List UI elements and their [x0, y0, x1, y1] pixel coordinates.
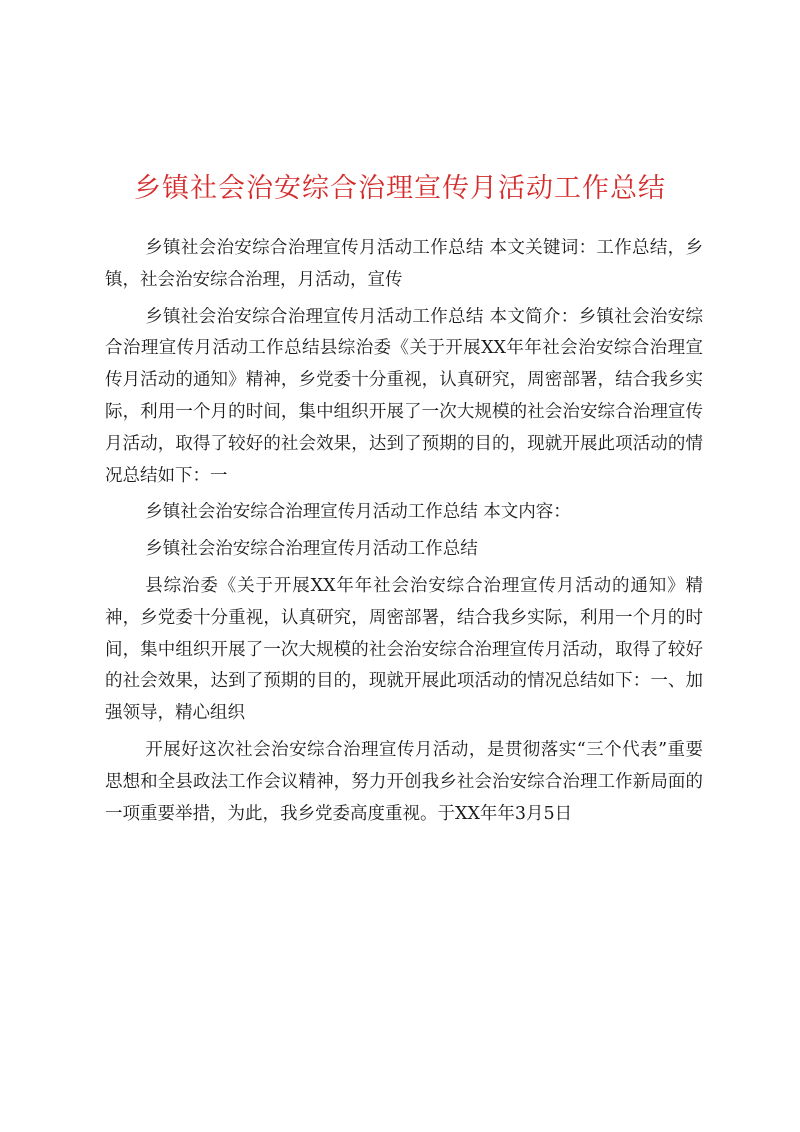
paragraph-subtitle: 乡镇社会治安综合治理宣传月活动工作总结 [145, 539, 478, 560]
document-body [105, 233, 703, 835]
paragraph-body-2: 开展好这次社会治安综合治理宣传月活动，是贯彻落实“三个代表”重要思想和全县政法工作会议精神，努力开创我乡社会治安综合治理工作新局面的一项重要举措，为此，我乡党委高度重视。于XX年年3月5日 [105, 739, 703, 824]
document-title: 乡镇社会治安综合治理宣传月活动工作总结 [134, 173, 666, 204]
paragraph-summary: 乡镇社会治安综合治理宣传月活动工作总结 本文简介：乡镇社会治安综合治理宣传月活动工作总结县综治委《关于开展XX年年社会治安综合治理宣传月活动的通知》精神，乡党委十分重视，认真研究，周密部署，结合我乡实际，利用一个月的时间，集中组织开展了一次大规模的社会治安综合治理宣传月活动，取得了较好的社会效果，达到了预期的目的，现就开展此项活动的情况总结如下：一 [105, 306, 703, 486]
paragraph-body-1: 县综治委《关于开展XX年年社会治安综合治理宣传月活动的通知》精神，乡党委十分重视，认真研究，周密部署，结合我乡实际，利用一个月的时间，集中组织开展了一次大规模的社会治安综合治理宣传月活动，取得了较好的社会效果，达到了预期的目的，现就开展此项活动的情况总结如下：一、加强领导，精心组织 [105, 575, 703, 724]
paragraph-content-heading: 乡镇社会治安综合治理宣传月活动工作总结 本文内容： [145, 502, 571, 523]
paragraph-keywords: 乡镇社会治安综合治理宣传月活动工作总结 本文关键词：工作总结，乡镇，社会治安综合治理，月活动，宣传 [105, 238, 703, 290]
